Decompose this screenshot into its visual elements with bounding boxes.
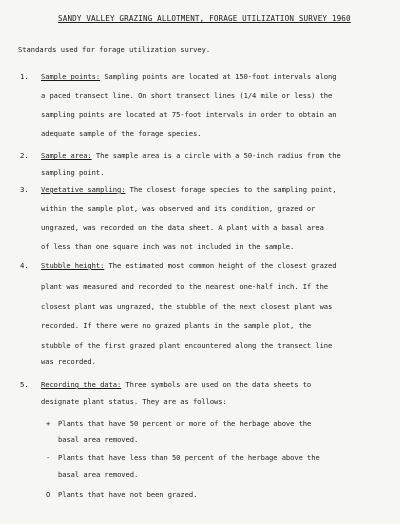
item-4-line-3: closest plant was ungrazed, the stubble of the next closest plant was: [41, 302, 333, 311]
item-2-line-1: [41, 151, 341, 160]
item-3-line-3: ungrazed, was recorded on the data sheet. A plant with a basal area: [41, 223, 324, 232]
symbol-minus-line-2: basal area removed.: [58, 470, 139, 479]
item-4-heading: Stubble height:: [41, 261, 105, 270]
item-5-heading: Recording the data:: [41, 380, 122, 389]
symbol-plus: +: [46, 419, 51, 428]
symbol-minus-line-1: Plants that have less than 50 percent of the herbage above the: [58, 453, 320, 462]
item-1-line-1: [41, 72, 336, 81]
item-1-heading: Sample points:: [41, 72, 101, 81]
item-4-line-6: was recorded.: [41, 357, 96, 366]
symbol-plus-line-1: Plants that have 50 percent or more of the herbage above the: [58, 419, 312, 428]
item-5-line-2: designate plant status. They are as follows:: [41, 397, 227, 406]
item-2-text: The sample area is a circle with a 50-inch radius from the: [91, 151, 341, 160]
intro-text: Standards used for forage utilization survey.: [18, 45, 211, 54]
symbol-minus: -: [46, 453, 51, 462]
document-title: SANDY VALLEY GRAZING ALLOTMENT, FORAGE UTILIZATION SURVEY 1960: [58, 14, 351, 23]
item-4-line-2: plant was measured and recorded to the nearest one-half inch. If the: [41, 282, 329, 291]
item-1-text: Sampling points are located at 150-foot intervals along: [100, 72, 337, 81]
symbol-plus-line-2: basal area removed.: [58, 435, 139, 444]
item-number-4: 4.: [20, 261, 29, 270]
symbol-o: O: [46, 490, 51, 499]
item-1-line-2: a paced transect line. On short transect lines (1/4 mile or less) the: [41, 91, 333, 100]
item-5-text: Three symbols are used on the data sheets to: [121, 380, 312, 389]
item-4-line-4: recorded. If there were no grazed plants in the sample plot, the: [41, 321, 312, 330]
item-5-line-1: [41, 380, 311, 389]
item-4-line-1: [41, 261, 336, 270]
item-3-heading: Vegetative sampling:: [41, 185, 126, 194]
item-3-line-1: [41, 185, 336, 194]
item-1-line-3: sampling points are located at 75-foot intervals in order to obtain an: [41, 110, 337, 119]
item-number-1: 1.: [20, 72, 29, 81]
item-3-line-4: of less than one square inch was not included in the sample.: [41, 242, 295, 251]
symbol-o-line-1: Plants that have not been grazed.: [58, 490, 198, 499]
item-4-text: The estimated most common height of the closest grazed: [104, 261, 337, 270]
item-number-5: 5.: [20, 380, 29, 389]
item-4-line-5: stubble of the first grazed plant encountered along the transect line: [41, 341, 333, 350]
item-number-2: 2.: [20, 151, 29, 160]
item-2-line-2: sampling point.: [41, 168, 105, 177]
item-3-text: The closest forage species to the sampling point,: [125, 185, 337, 194]
item-1-line-4: adequate sample of the forage species.: [41, 129, 202, 138]
item-2-heading: Sample area:: [41, 151, 92, 160]
item-number-3: 3.: [20, 185, 29, 194]
item-3-line-2: within the sample plot, was observed and its condition, grazed or: [41, 204, 316, 213]
